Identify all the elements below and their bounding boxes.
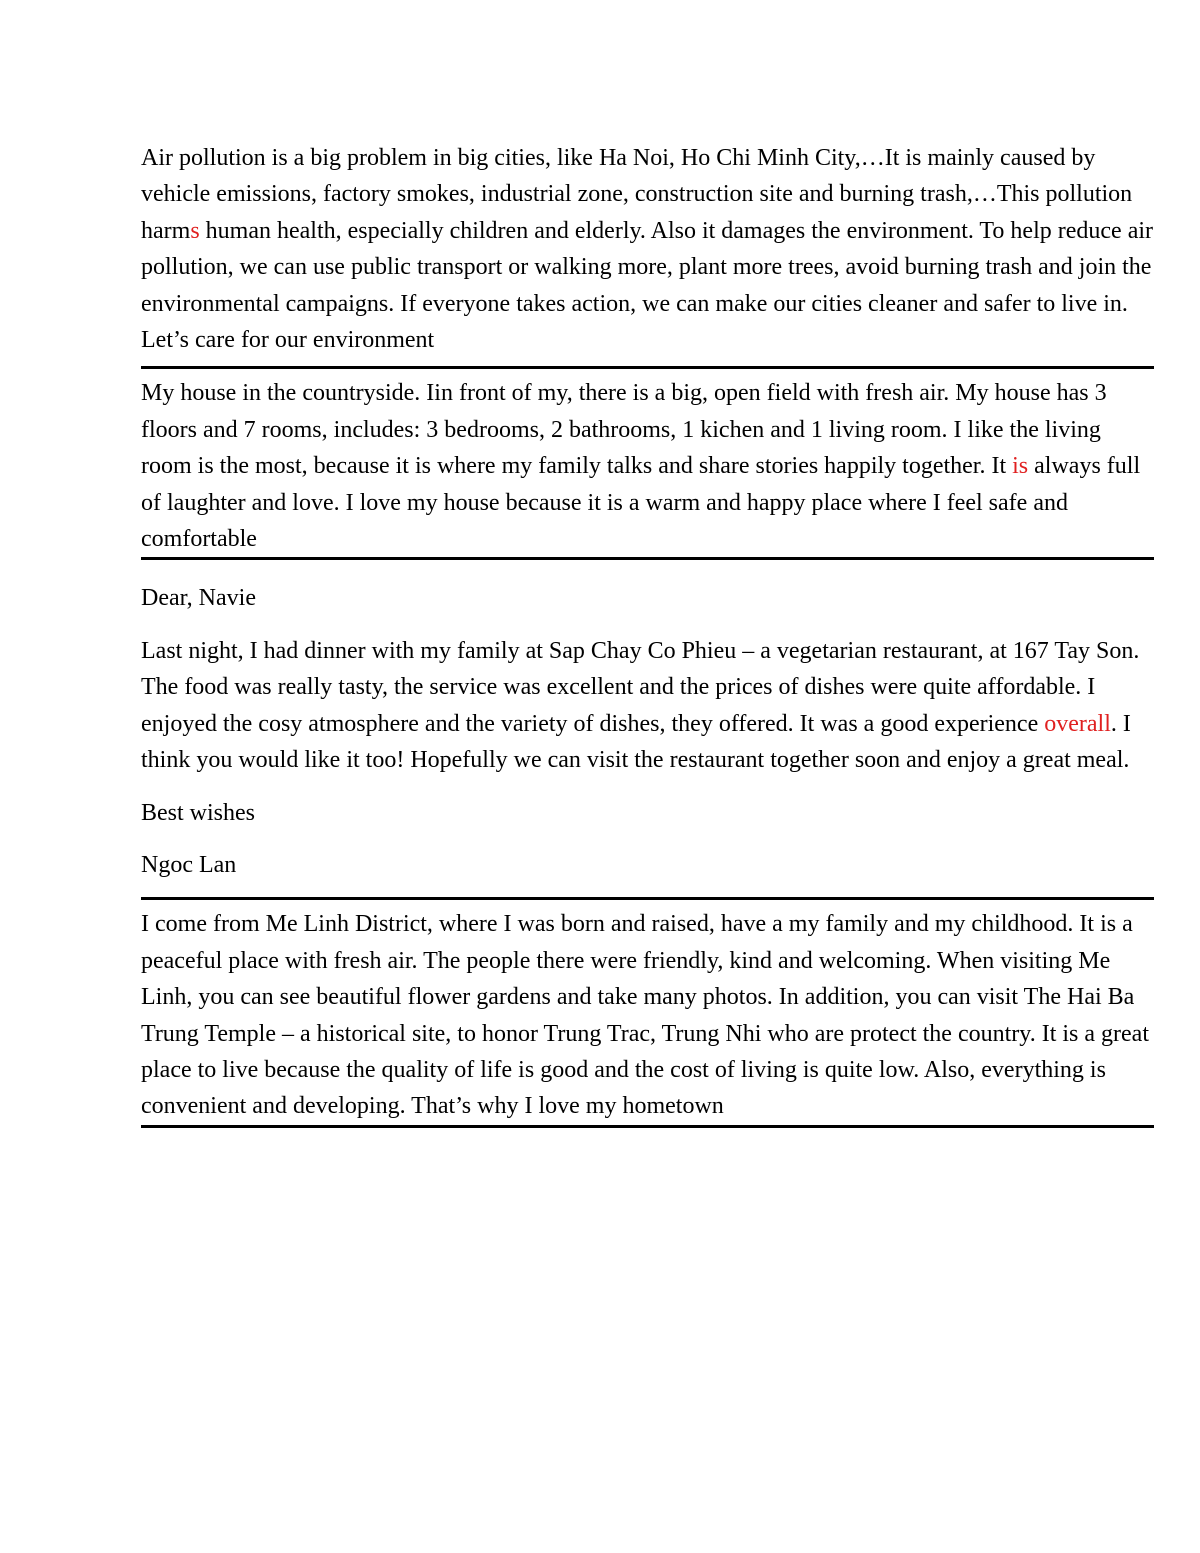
restaurant-correction: overall <box>1044 710 1111 737</box>
section-divider <box>141 897 1154 900</box>
air-pollution-paragraph <box>141 140 1154 358</box>
house-correction: is <box>1012 453 1029 480</box>
letter-closing: Best wishes <box>141 799 255 826</box>
section-divider <box>141 1125 1154 1128</box>
house-text-continued: always full of laughter and love. I love my house because it is a warm and happy place where I feel safe and comfortable <box>141 453 1141 553</box>
air-pollution-text-continued: human health, especially children and elderly. Also it damages the environment. To help reduce air pollution, we can use public transport or walking more, plant more trees, avoid burning trash and join the environmental campaigns. If everyone takes action, we can make our cities cleaner and safer to live in. Let’s care for our environment <box>141 217 1153 354</box>
restaurant-paragraph <box>141 633 1154 779</box>
section-divider <box>141 557 1154 560</box>
restaurant-text: Last night, I had dinner with my family at Sap Chay Co Phieu – a vegetarian restaurant, at 167 Tay Son. The food was really tasty, the service was excellent and the prices of dishes were quite affordable. I enjoyed the cosy atmosphere and the variety of dishes, they offered. It was a good experience <box>141 637 1140 737</box>
letter-signature: Ngoc Lan <box>141 851 237 878</box>
house-paragraph <box>141 375 1154 557</box>
letter-greeting: Dear, Navie <box>141 585 256 612</box>
section-divider <box>141 366 1154 369</box>
air-pollution-text: Air pollution is a big problem in big cities, like Ha Noi, Ho Chi Minh City,…It is mainly caused by vehicle emissions, factory smokes, industrial zone, construction site and burning trash,…This pollution harm <box>141 145 1133 244</box>
air-pollution-correction: s <box>190 217 200 244</box>
hometown-paragraph: I come from Me Linh District, where I was born and raised, have a my family and my childhood. It is a peaceful place with fresh air. The people there were friendly, kind and welcoming. When visiting Me Linh, you can see beautiful flower gardens and take many photos. In addition, you can visit The Hai Ba Trung Temple – a historical site, to honor Trung Trac, Trung Nhi who are protect the country. It is a great place to live because the quality of life is good and the cost of living is quite low. Also, everything is convenient and developing. That’s why I love my hometown <box>141 911 1149 1120</box>
restaurant-text-continued: . I think you would like it too! Hopefully we can visit the restaurant together soon and enjoy a great meal. <box>141 710 1131 774</box>
house-text: My house in the countryside. Iin front of my, there is a big, open field with fresh air. My house has 3 floors and 7 rooms, includes: 3 bedrooms, 2 bathrooms, 1 kichen and 1 living room. I like the living room is the most, because it is where my family talks and share stories happily together. It <box>141 380 1107 480</box>
document-page <box>141 140 1154 1128</box>
